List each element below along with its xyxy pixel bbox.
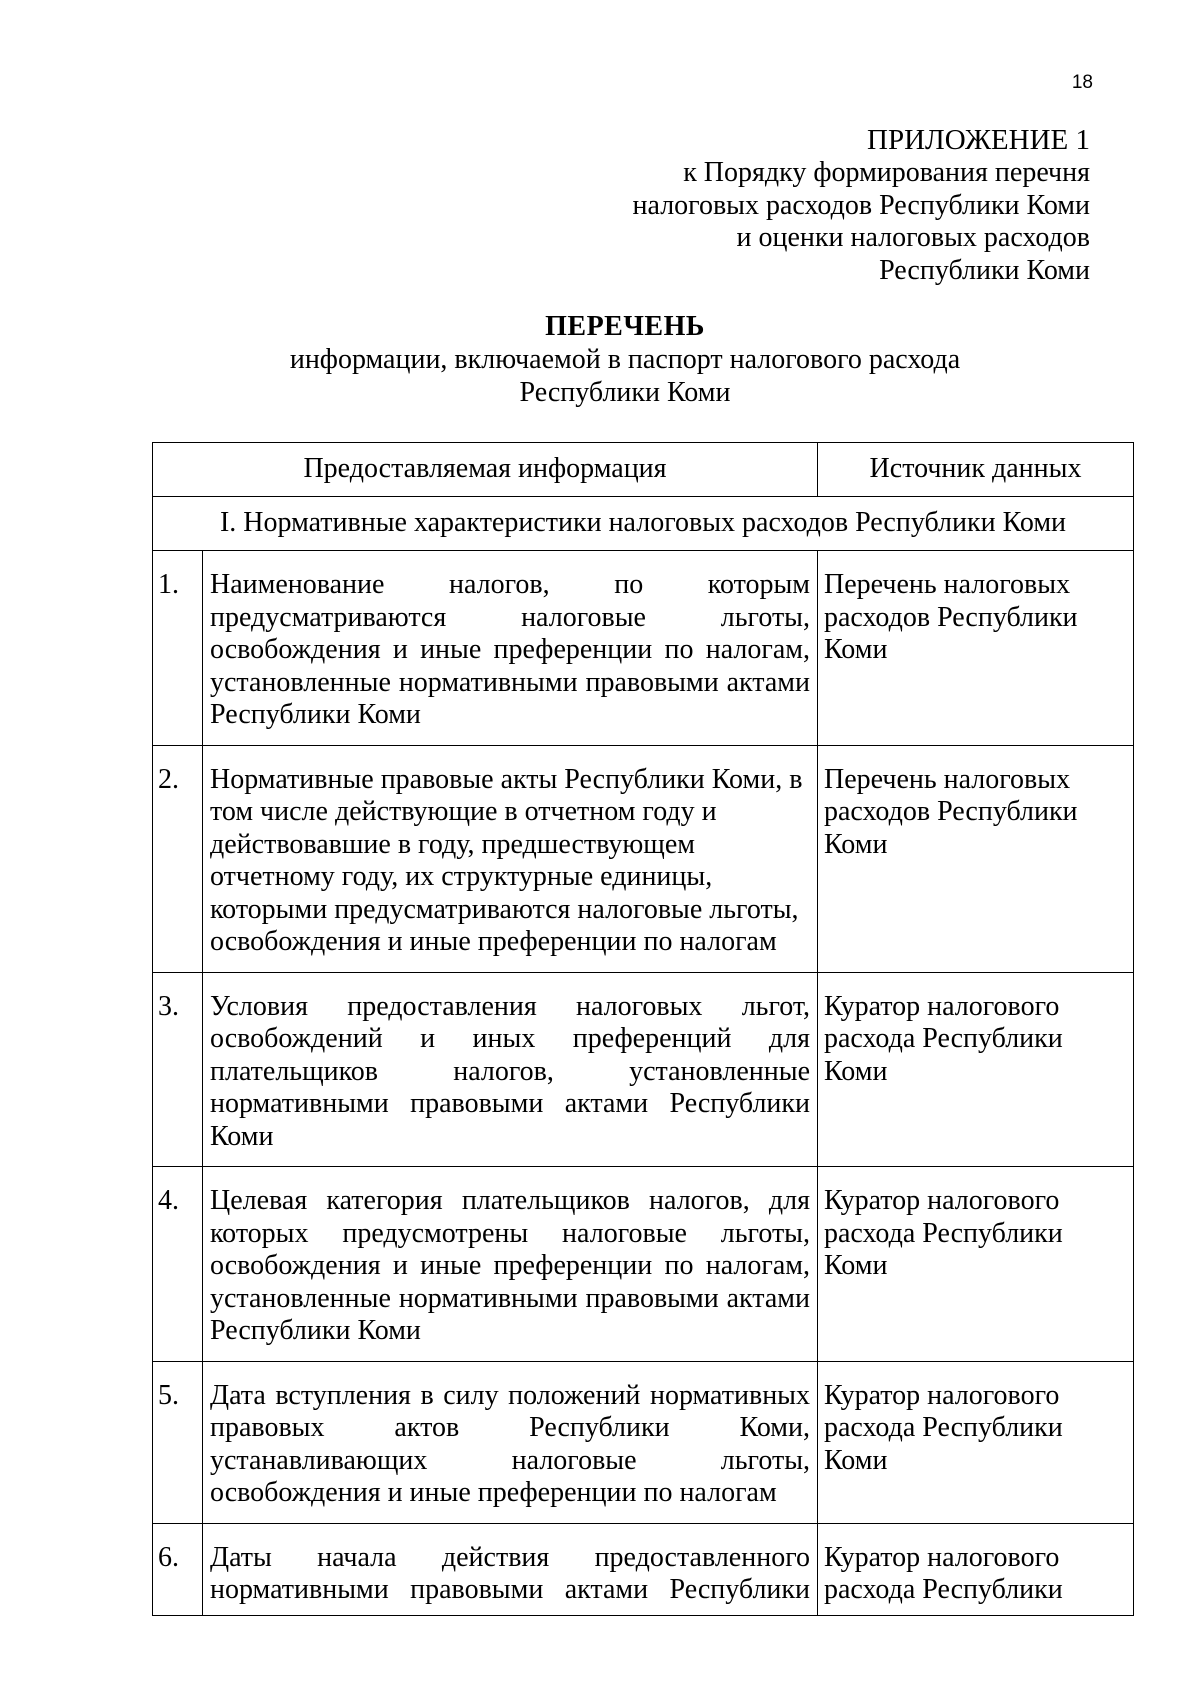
row-source: Куратор налогового расхода Республики bbox=[818, 1523, 1134, 1615]
document-heading bbox=[0, 310, 1200, 409]
row-source: Куратор налогового расхода Республики Коми bbox=[818, 1361, 1134, 1523]
appendix-line: и оценки налоговых расходов bbox=[736, 222, 1090, 253]
row-info: Целевая категория плательщиков налогов, для которых предусмотрены налоговые льготы, освобождения и иные преференции по налогам, установленные нормативными правовыми актами Республики Коми bbox=[203, 1167, 818, 1362]
row-number: 5. bbox=[153, 1361, 203, 1523]
document-subtitle-line: информации, включаемой в паспорт налогового расхода bbox=[289, 344, 961, 375]
row-number: 3. bbox=[153, 972, 203, 1167]
row-number: 1. bbox=[153, 551, 203, 746]
table-row bbox=[153, 972, 1134, 1167]
row-source: Перечень налоговых расходов Республики Коми bbox=[818, 551, 1134, 746]
row-number: 2. bbox=[153, 745, 203, 972]
row-source: Перечень налоговых расходов Республики Коми bbox=[818, 745, 1134, 972]
row-number: 4. bbox=[153, 1167, 203, 1362]
column-header-info: Предоставляемая информация bbox=[153, 443, 818, 497]
section-title: I. Нормативные характеристики налоговых расходов Республики Коми bbox=[153, 497, 1134, 551]
appendix-line: налоговых расходов Республики Коми bbox=[632, 189, 1090, 221]
row-source: Куратор налогового расхода Республики Коми bbox=[818, 972, 1134, 1167]
document-subtitle-line: Республики Коми bbox=[519, 376, 731, 408]
appendix-title: ПРИЛОЖЕНИЕ 1 bbox=[867, 124, 1090, 156]
row-info: Дата вступления в силу положений нормативных правовых актов Республики Коми, устанавливающих налоговые льготы, освобождения и иные преференции по налогам bbox=[203, 1361, 818, 1523]
row-number: 6. bbox=[153, 1523, 203, 1615]
table-row bbox=[153, 745, 1134, 972]
table-row bbox=[153, 1167, 1134, 1362]
document-title: ПЕРЕЧЕНЬ bbox=[545, 311, 705, 342]
table-row bbox=[153, 1523, 1134, 1615]
appendix-block bbox=[633, 123, 1090, 287]
appendix-line: к Порядку формирования перечня bbox=[683, 157, 1090, 188]
table-row bbox=[153, 1361, 1134, 1523]
table-header-row bbox=[153, 443, 1134, 497]
information-table bbox=[152, 442, 1134, 1616]
row-info: Условия предоставления налоговых льгот, освобождений и иных преференций для плательщиков налогов, установленные нормативными правовыми актами Республики Коми bbox=[203, 972, 818, 1167]
row-info: Нормативные правовые акты Республики Коми, в том числе действующие в отчетном году и действовавшие в году, предшествующем отчетному году, их структурные единицы, которыми предусматриваются налоговые льготы, освобождения и иные преференции по налогам bbox=[203, 745, 818, 972]
appendix-line: Республики Коми bbox=[879, 254, 1090, 286]
page-number: 18 bbox=[1071, 72, 1093, 93]
column-header-source: Источник данных bbox=[818, 443, 1134, 497]
row-info: Наименование налогов, по которым предусматриваются налоговые льготы, освобождения и иные преференции по налогам, установленные нормативными правовыми актами Республики Коми bbox=[203, 551, 818, 746]
table-row bbox=[153, 551, 1134, 746]
row-source: Куратор налогового расхода Республики Коми bbox=[818, 1167, 1134, 1362]
row-info: Даты начала действия предоставленного нормативными правовыми актами Республики bbox=[203, 1523, 818, 1615]
section-row bbox=[153, 497, 1134, 551]
